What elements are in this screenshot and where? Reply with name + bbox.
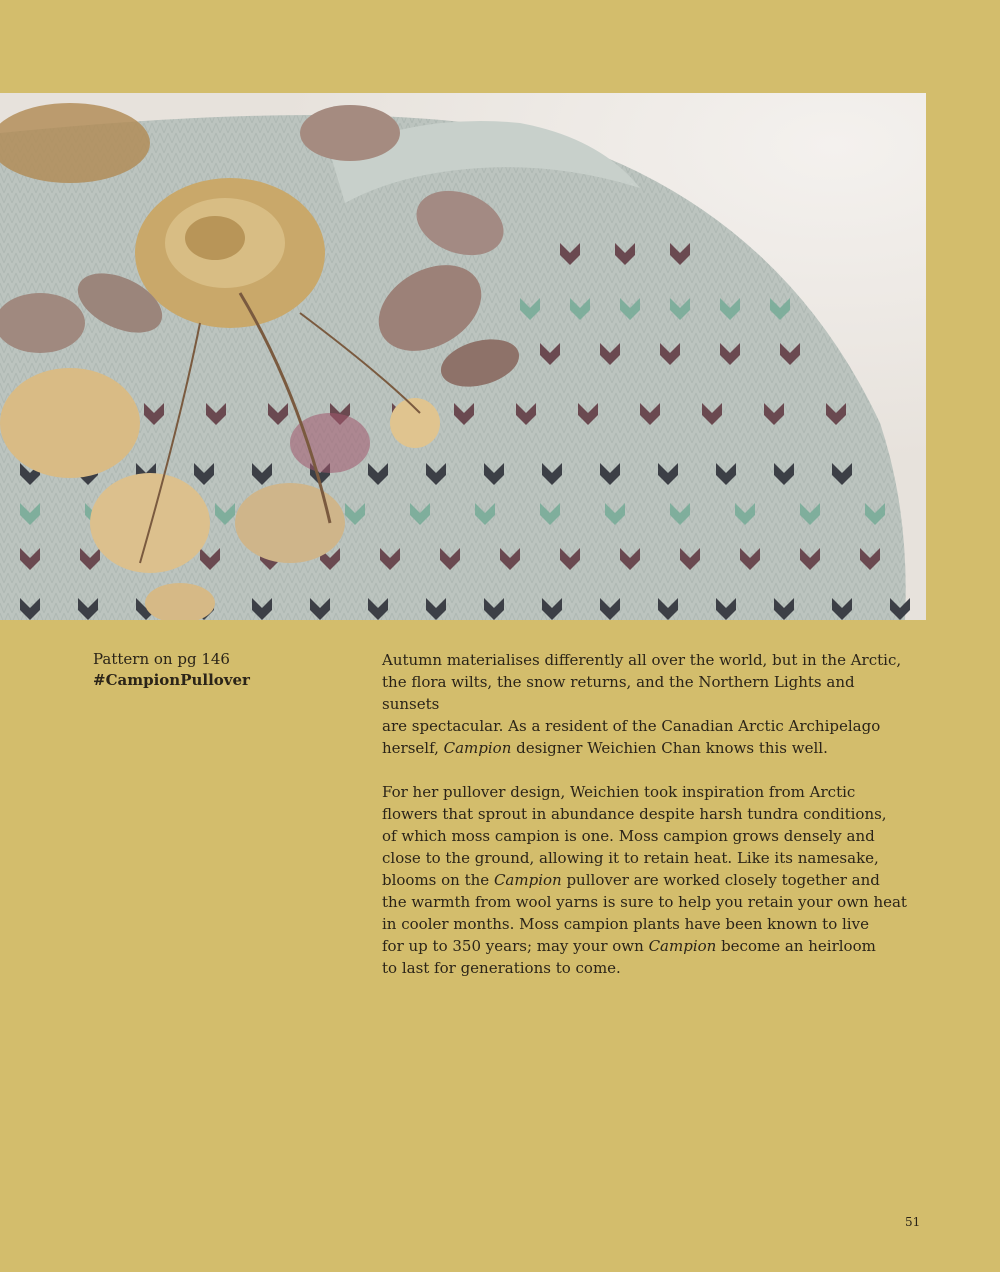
campion-italic: Campion [493,871,562,889]
campion-italic: Campion [443,739,512,757]
text-line: the flora wilts, the snow returns, and the Northern Lights and sunsets [382,673,855,713]
text-line: pullover are worked closely together and [561,871,880,889]
text-line: blooms on the [382,871,494,889]
text-line: flowers that sprout in abundance despite harsh tundra conditions, [382,805,887,823]
text-line: close to the ground, allowing it to retain heat. Like its namesake, [382,849,879,867]
text-line: designer Weichien Chan knows this well. [511,739,828,757]
pattern-sidebar [93,649,343,691]
text-line: become an heirloom [716,937,876,955]
pattern-hashtag: #CampionPullover [93,671,250,689]
text-line: in cooler months. Moss campion plants have been known to live [382,915,869,933]
text-line: herself, [382,739,444,757]
text-line: are spectacular. As a resident of the Canadian Arctic Archipelago [382,717,881,735]
sweater-photo [0,93,926,620]
pattern-reference: Pattern on pg 146 [93,650,230,668]
campion-italic: Campion [648,937,717,955]
text-line: for up to 350 years; may your own [382,937,649,955]
text-line: the warmth from wool yarns is sure to help you retain your own heat [382,893,907,911]
article-paragraph-2 [382,781,912,979]
text-line: For her pullover design, Weichien took inspiration from Arctic [382,783,856,801]
article-body [382,649,912,1001]
page-number: 51 [905,1215,921,1229]
article-paragraph-1 [382,649,912,759]
text-line: of which moss campion is one. Moss campion grows densely and [382,827,875,845]
text-line: Autumn materialises differently all over the world, but in the Arctic, [382,651,902,669]
text-line: to last for generations to come. [382,959,621,977]
